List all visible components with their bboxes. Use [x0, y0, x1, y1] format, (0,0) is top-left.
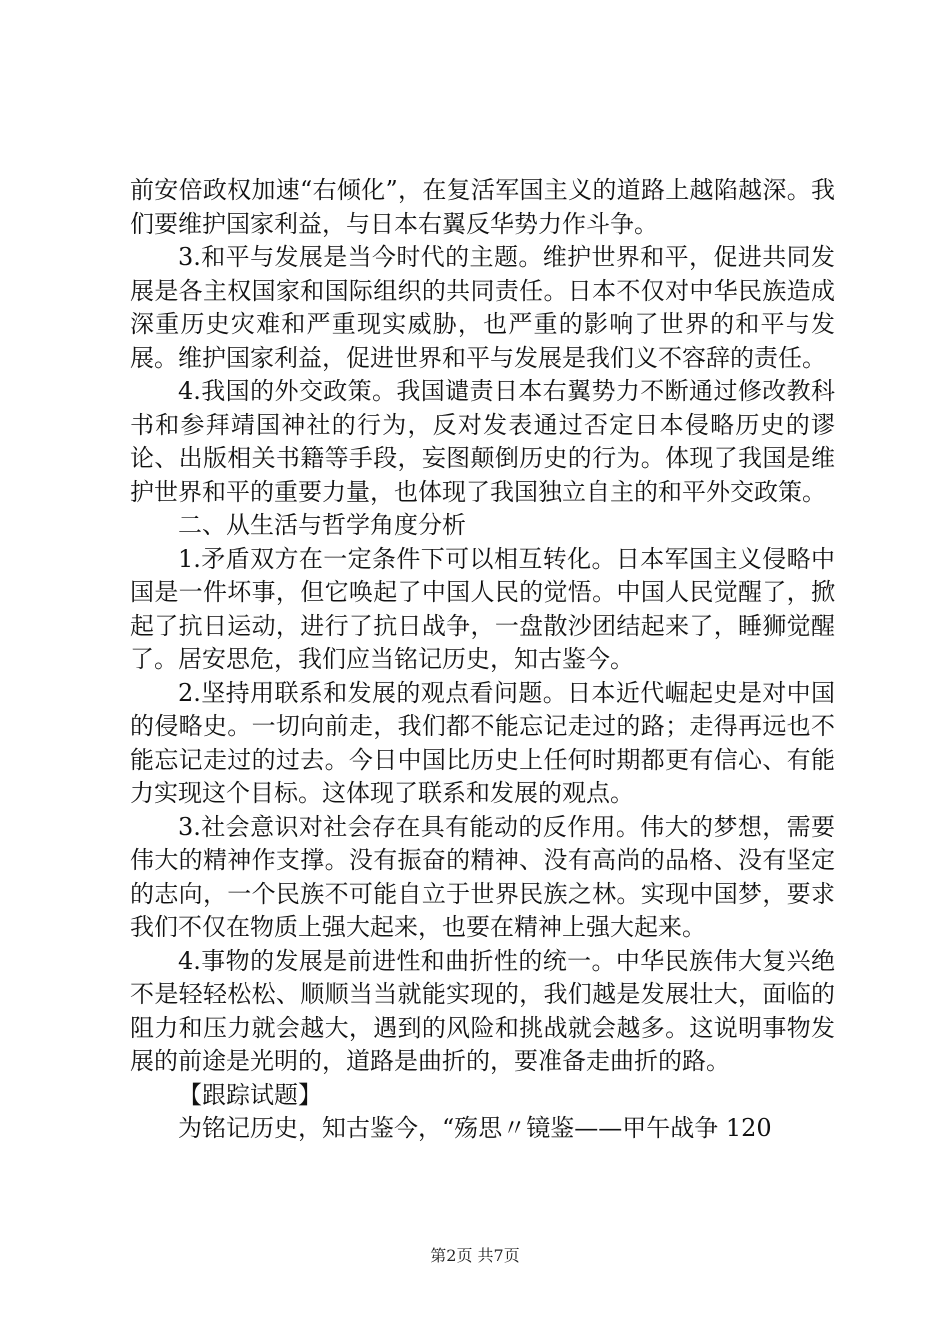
exercise-heading: 【跟踪试题】 [178, 1080, 322, 1109]
paragraph-1: 前安倍政权加速“右倾化”，在复活军国主义的道路上越陷越深。我们要维护国家利益，与日本右翼反华势力作斗争。 [130, 176, 835, 238]
paragraph-8: 4.事物的发展是前进性和曲折性的统一。中华民族伟大复兴绝不是轻轻松松、顺顺当当就能实现的，我们越是发展壮大，面临的阻力和压力就会越大，遇到的风险和挑战就会越多。这说明事物发展的前途是光明的，道路是曲折的，要准备走曲折的路。 [130, 946, 835, 1075]
paragraph-5: 1.矛盾双方在一定条件下可以相互转化。日本军国主义侵略中国是一件坏事，但它唤起了中国人民的觉悟。中国人民觉醒了，掀起了抗日运动，进行了抗日战争，一盘散沙团结起来了，睡狮觉醒了。居安思危，我们应当铭记历史，知古鉴今。 [130, 544, 835, 673]
section-heading: 二、从生活与哲学角度分析 [178, 511, 466, 539]
paragraph-3: 4.我国的外交政策。我国谴责日本右翼势力不断通过修改教科书和参拜靖国神社的行为，反对发表通过否定日本侵略历史的谬论、出版相关书籍等手段，妄图颠倒历史的行为。体现了我国是维护世界和平的重要力量，也体现了我国独立自主的和平外交政策。 [130, 377, 835, 506]
paragraph-2: 3.和平与发展是当今时代的主题。维护世界和平，促进共同发展是各主权国家和国际组织的共同责任。日本不仅对中华民族造成深重历史灾难和严重现实威胁，也严重的影响了世界的和平与发展。维护国家利益，促进世界和平与发展是我们义不容辞的责任。 [130, 243, 835, 372]
paragraph-7: 3.社会意识对社会存在具有能动的反作用。伟大的梦想，需要伟大的精神作支撑。没有振奋的精神、没有高尚的品格、没有坚定的志向，一个民族不可能自立于世界民族之林。实现中国梦，要求我们不仅在物质上强大起来，也要在精神上强大起来。 [130, 812, 835, 941]
paragraph-10: 为铭记历史，知古鉴今，“殇思〃镜鉴——甲午战争 120 [178, 1114, 772, 1142]
document-body [130, 174, 835, 1146]
page-number-footer: 第2页 共7页 [430, 1246, 520, 1265]
paragraph-6: 2.坚持用联系和发展的观点看问题。日本近代崛起史是对中国的侵略史。一切向前走，我们都不能忘记走过的路；走得再远也不能忘记走过的过去。今日中国比历史上任何时期都更有信心、有能力实现这个目标。这体现了联系和发展的观点。 [130, 678, 835, 807]
